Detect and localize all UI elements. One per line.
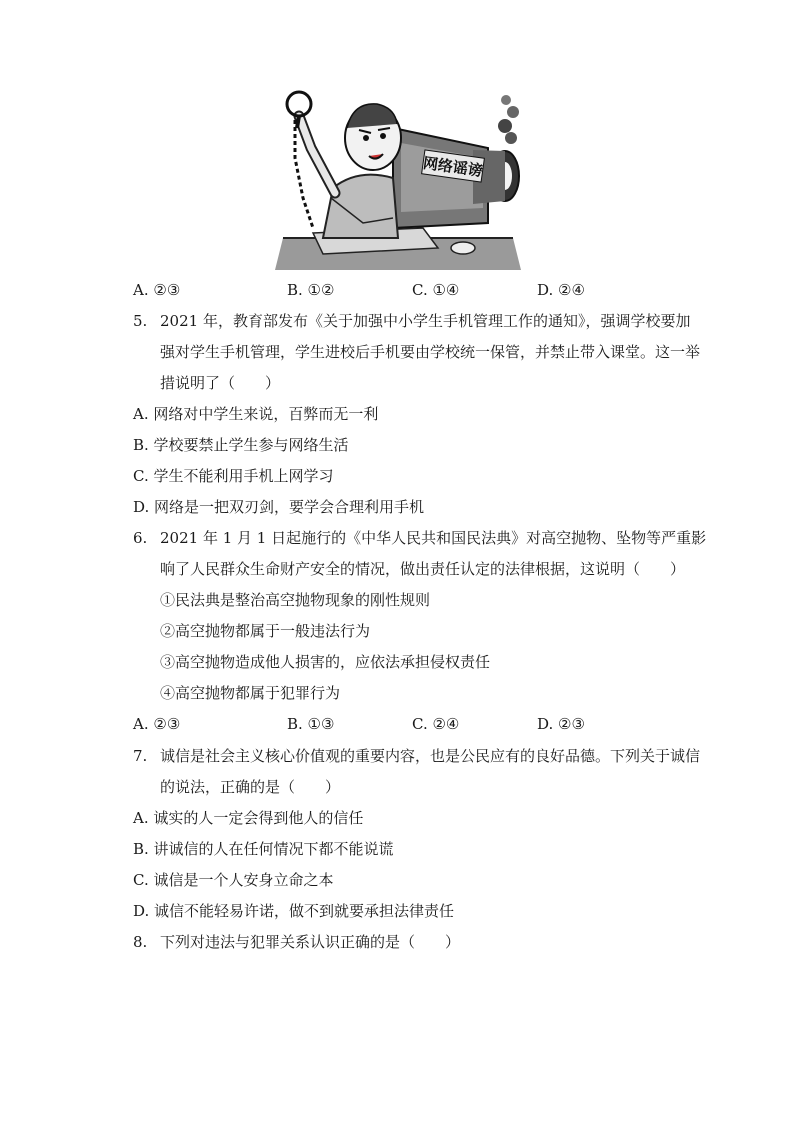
q7-stem-line-2: 的说法，正确的是（ ） <box>160 778 341 796</box>
q7-option-b: B. 讲诚信的人在任何情况下都不能说谎 <box>133 840 394 858</box>
q5-stem-line-1: 2021 年，教育部发布《关于加强中小学生手机管理工作的通知》，强调学校要加 <box>160 312 691 330</box>
cartoon-illustration <box>273 88 523 270</box>
q6-option-d: D. ②③ <box>537 715 585 733</box>
q7-option-d: D. 诚信不能轻易许诺，做不到就要承担法律责任 <box>133 902 455 920</box>
q7-option-c: C. 诚信是一个人安身立命之本 <box>133 871 334 889</box>
q6-option-a: A. ②③ <box>133 715 181 733</box>
q6-statement-4: ④高空抛物都属于犯罪行为 <box>160 684 341 702</box>
q5-option-a: A. 网络对中学生来说，百弊而无一利 <box>133 405 379 423</box>
q6-statement-3: ③高空抛物造成他人损害的，应依法承担侵权责任 <box>160 653 491 671</box>
q5-option-d: D. 网络是一把双刃剑，要学会合理利用手机 <box>133 498 425 516</box>
q4-option-b: B. ①② <box>287 281 335 299</box>
figure-label: 网络谣谤 <box>421 153 484 181</box>
q7-number: 7. <box>133 747 148 765</box>
q5-stem-line-2: 强对学生手机管理，学生进校后手机要由学校统一保管，并禁止带入课堂。这一举 <box>160 343 701 361</box>
q8-number: 8. <box>133 933 148 951</box>
q4-option-a: A. ②③ <box>133 281 181 299</box>
q4-option-d: D. ②④ <box>537 281 585 299</box>
q5-option-c: C. 学生不能利用手机上网学习 <box>133 467 334 485</box>
q4-option-c: C. ①④ <box>412 281 460 299</box>
q5-option-b: B. 学校要禁止学生参与网络生活 <box>133 436 349 454</box>
q6-stem-line-2: 响了人民群众生命财产安全的情况，做出责任认定的法律根据，这说明（ ） <box>160 560 686 578</box>
q5-stem-line-3: 措说明了（ ） <box>160 374 281 392</box>
q6-option-c: C. ②④ <box>412 715 460 733</box>
q6-number: 6. <box>133 529 148 547</box>
q7-option-a: A. 诚实的人一定会得到他人的信任 <box>133 809 364 827</box>
q6-option-b: B. ①③ <box>287 715 335 733</box>
q5-number: 5. <box>133 312 148 330</box>
q7-stem-line-1: 诚信是社会主义核心价值观的重要内容，也是公民应有的良好品德。下列关于诚信 <box>160 747 701 765</box>
q6-statement-1: ①民法典是整治高空抛物现象的刚性规则 <box>160 591 431 609</box>
q8-stem: 下列对违法与犯罪关系认识正确的是（ ） <box>160 933 461 951</box>
q6-stem-line-1: 2021 年 1 月 1 日起施行的《中华人民共和国民法典》对高空抛物、坠物等严重影 <box>160 529 707 547</box>
q6-statement-2: ②高空抛物都属于一般违法行为 <box>160 622 371 640</box>
